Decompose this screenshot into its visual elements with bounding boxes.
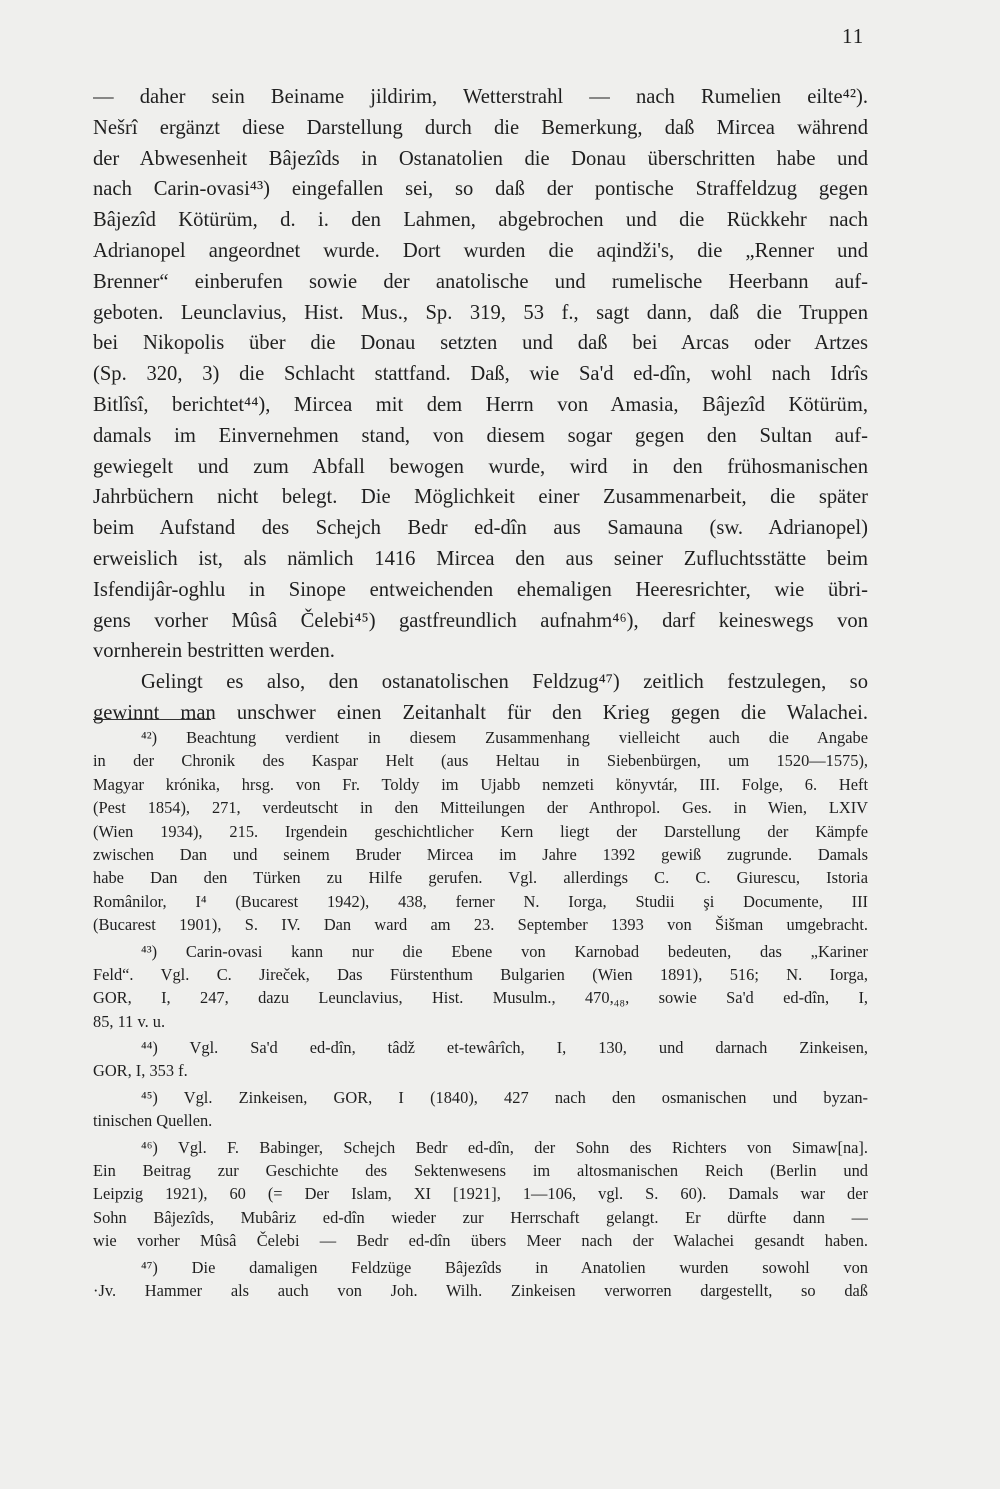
footnote-line: in der Chronik des Kaspar Helt (aus Heltau in Siebenbürgen, um 1520—1575),	[93, 751, 868, 771]
body-line: (Sp. 320, 3) die Schlacht stattfand. Daß, wie Sa'd ed-dîn, wohl nach Idrîs	[93, 363, 868, 386]
footnote-line: 85, 11 v. u.	[93, 1011, 166, 1031]
body-line: bei Nikopolis über die Donau setzten und daß bei Arcas oder Artzes	[93, 332, 868, 355]
footnote-46	[93, 1136, 868, 1253]
footnote-44	[93, 1036, 868, 1083]
body-line: gewiegelt und zum Abfall bewogen wurde, wird in den frühosmanischen	[93, 455, 868, 478]
body-line: der Abwesenheit Bâjezîds in Ostanatolien die Donau überschritten habe und	[93, 147, 868, 170]
body-line: Adrianopel angeordnet wurde. Dort wurden die aqindži's, die „Renner und	[93, 239, 868, 262]
footnote-line: ⁴³) Carin-ovasi kann nur die Ebene von Karnobad bedeuten, das „Kariner	[141, 941, 868, 961]
body-line: Bitlîsî, berichtet⁴⁴), Mircea mit dem Herrn von Amasia, Bâjezîd Kötürüm,	[93, 393, 868, 416]
body-line: vornherein bestritten werden.	[93, 640, 335, 663]
footnote-line: Românilor, I⁴ (Bucarest 1942), 438, ferner N. Iorga, Studii şi Documente, III	[93, 891, 868, 911]
footnote-line: ⁴²) Beachtung verdient in diesem Zusammenhang vielleicht auch die Angabe	[141, 728, 868, 747]
footnote-line: ⁴⁴) Vgl. Sa'd ed-dîn, tâdž et-tewârîch, I, 130, und darnach Zinkeisen,	[141, 1038, 868, 1058]
body-line: Nešrî ergänzt diese Darstellung durch die Bemerkung, daß Mircea während	[93, 116, 868, 139]
footnote-separator	[93, 719, 211, 720]
footnote-line: wie vorher Mûsâ Čelebi — Bedr ed-dîn übers Meer nach der Walachei gesandt haben.	[93, 1231, 868, 1251]
footnote-line: (Bucarest 1901), S. IV. Dan ward am 23. September 1393 von Šišman umgebracht.	[93, 915, 868, 935]
page-number: 11	[842, 24, 865, 48]
footnote-line: ⁴⁶) Vgl. F. Babinger, Schejch Bedr ed-dîn, der Sohn des Richters von Simaw[na].	[141, 1137, 868, 1157]
body-line: gens vorher Mûsâ Čelebi⁴⁵) gastfreundlich aufnahm⁴⁶), darf keineswegs von	[93, 609, 868, 632]
body-line: geboten. Leunclavius, Hist. Mus., Sp. 319, 53 f., sagt dann, daß die Truppen	[93, 301, 868, 324]
body-line: — daher sein Beiname jildirim, Wetterstrahl — nach Rumelien eilte⁴²).	[93, 86, 868, 108]
body-line: Gelingt es also, den ostanatolischen Feldzug⁴⁷) zeitlich festzulegen, so	[141, 671, 868, 694]
footnote-line: Sohn Bâjezîds, Mubâriz ed-dîn wieder zur Herrschaft gelangt. Er dürfte dann —	[93, 1207, 868, 1227]
body-line: Jahrbüchern nicht belegt. Die Möglichkeit einer Zusammenarbeit, die später	[93, 486, 868, 509]
footnote-line: Feld“. Vgl. C. Jireček, Das Fürstenthum Bulgarien (Wien 1891), 516; N. Iorga,	[93, 964, 868, 984]
main-text	[93, 82, 868, 729]
footnote-line: (Wien 1934), 215. Irgendein geschichtlicher Kern liegt der Darstellung der Kämpfe	[93, 821, 868, 841]
body-line: Brenner“ einberufen sowie der anatolische und rumelische Heerbann auf-	[93, 270, 868, 293]
footnote-line: ⁴⁷) Die damaligen Feldzüge Bâjezîds in Anatolien wurden sowohl von	[141, 1257, 868, 1277]
footnote-line: tinischen Quellen.	[93, 1111, 213, 1131]
footnote-43	[93, 940, 868, 1034]
body-line: beim Aufstand des Schejch Bedr ed-dîn aus Samauna (sw. Adrianopel)	[93, 517, 868, 540]
body-line: nach Carin-ovasi⁴³) eingefallen sei, so daß der pontische Straffeldzug gegen	[93, 178, 868, 201]
footnote-line: zwischen Dan und seinem Bruder Mircea im Jahre 1392 gewiß zugrunde. Damals	[93, 844, 868, 864]
body-line: damals im Einvernehmen stand, von diesem sogar gegen den Sultan auf-	[93, 424, 868, 447]
body-line: Bâjezîd Kötürüm, d. i. den Lahmen, abgebrochen und die Rückkehr nach	[93, 209, 868, 232]
body-line: erweislich ist, als nämlich 1416 Mircea den aus seiner Zufluchtsstätte beim	[93, 547, 868, 570]
body-line: Isfendijâr-oghlu in Sinope entweichenden ehemaligen Heeresrichter, wie übri-	[93, 578, 868, 601]
body-line: gewinnt man unschwer einen Zeitanhalt für den Krieg gegen die Walachei.	[93, 701, 868, 724]
footnote-line: ·Jv. Hammer als auch von Joh. Wilh. Zinkeisen verworren dargestellt, so daß	[93, 1280, 868, 1300]
footnote-line: Ein Beitrag zur Geschichte des Sektenwesens im altosmanischen Reich (Berlin und	[93, 1161, 868, 1181]
footnote-line: ⁴⁵) Vgl. Zinkeisen, GOR, I (1840), 427 nach den osmanischen und byzan-	[141, 1087, 868, 1107]
footnote-45	[93, 1086, 868, 1133]
footnote-line: Leipzig 1921), 60 (= Der Islam, XI [1921], 1—106, vgl. S. 60). Damals war der	[93, 1184, 868, 1204]
footnote-line: GOR, I, 353 f.	[93, 1061, 188, 1081]
footnotes	[93, 726, 868, 1305]
footnote-line: GOR, I, 247, dazu Leunclavius, Hist. Musulm., 470,₄₈, sowie Sa'd ed-dîn, I,	[93, 988, 868, 1008]
footnote-line: (Pest 1854), 271, verdeutscht in den Mitteilungen der Anthropol. Ges. in Wien, LXIV	[93, 798, 868, 818]
footnote-47	[93, 1256, 868, 1303]
footnote-42	[93, 726, 868, 937]
footnote-line: Magyar krónika, hrsg. von Fr. Toldy im Ujabb nemzeti könyvtár, III. Folge, 6. Heft	[93, 774, 868, 794]
footnote-line: habe Dan den Türken zu Hilfe gerufen. Vgl. allerdings C. C. Giurescu, Istoria	[93, 868, 868, 888]
